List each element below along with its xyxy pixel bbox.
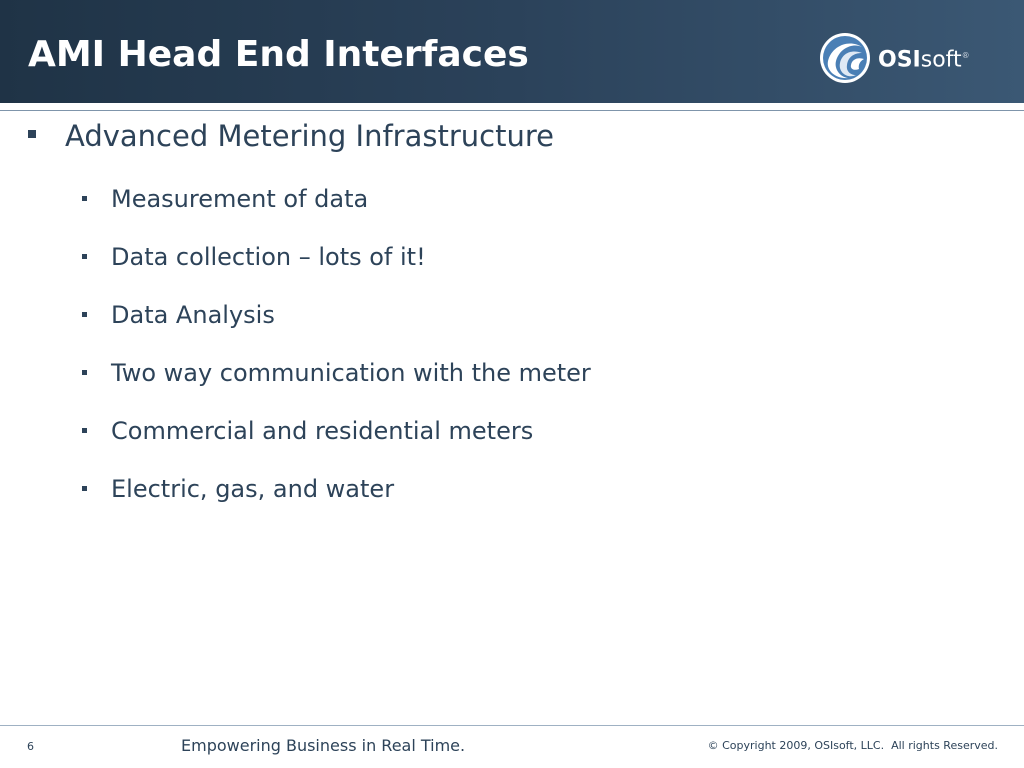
small-square-bullet-icon [82,196,87,201]
small-square-bullet-icon [82,254,87,259]
page-number: 6 [27,740,34,753]
square-bullet-icon [28,130,36,138]
sub-bullet [82,183,368,215]
small-square-bullet-icon [82,428,87,433]
logo-text-regular: soft [920,47,962,73]
sub-bullet [82,241,426,273]
sub-bullet [82,357,591,389]
sub-bullet [82,473,394,505]
sub-bullet-text: Measurement of data [111,185,369,213]
sub-bullet-text: Electric, gas, and water [111,475,395,503]
header-divider [0,110,1024,111]
logo-text-bold: OSI [878,47,921,73]
footer-divider [0,725,1024,726]
small-square-bullet-icon [82,312,87,317]
osisoft-swirl-icon [818,31,872,85]
osisoft-logo [818,30,970,86]
sub-bullet-text: Two way communication with the meter [111,359,591,387]
sub-bullet [82,415,533,447]
sub-bullet [82,299,275,331]
bullet-level-1 [28,118,554,154]
small-square-bullet-icon [82,486,87,491]
copyright-notice: © Copyright 2009, OSIsoft, LLC. All rights Reserved. [707,739,998,752]
footer-tagline: Empowering Business in Real Time. [181,736,466,755]
sub-bullet-text: Data Analysis [111,301,275,329]
sub-bullet-text: Commercial and residential meters [111,417,534,445]
bullet-main-text: Advanced Metering Infrastructure [65,119,554,153]
sub-bullet-text: Data collection – lots of it! [111,243,426,271]
slide-title: AMI Head End Interfaces [28,34,529,75]
registered-mark: ® [961,50,970,60]
small-square-bullet-icon [82,370,87,375]
osisoft-wordmark [878,42,970,74]
title-bar [0,0,1024,103]
